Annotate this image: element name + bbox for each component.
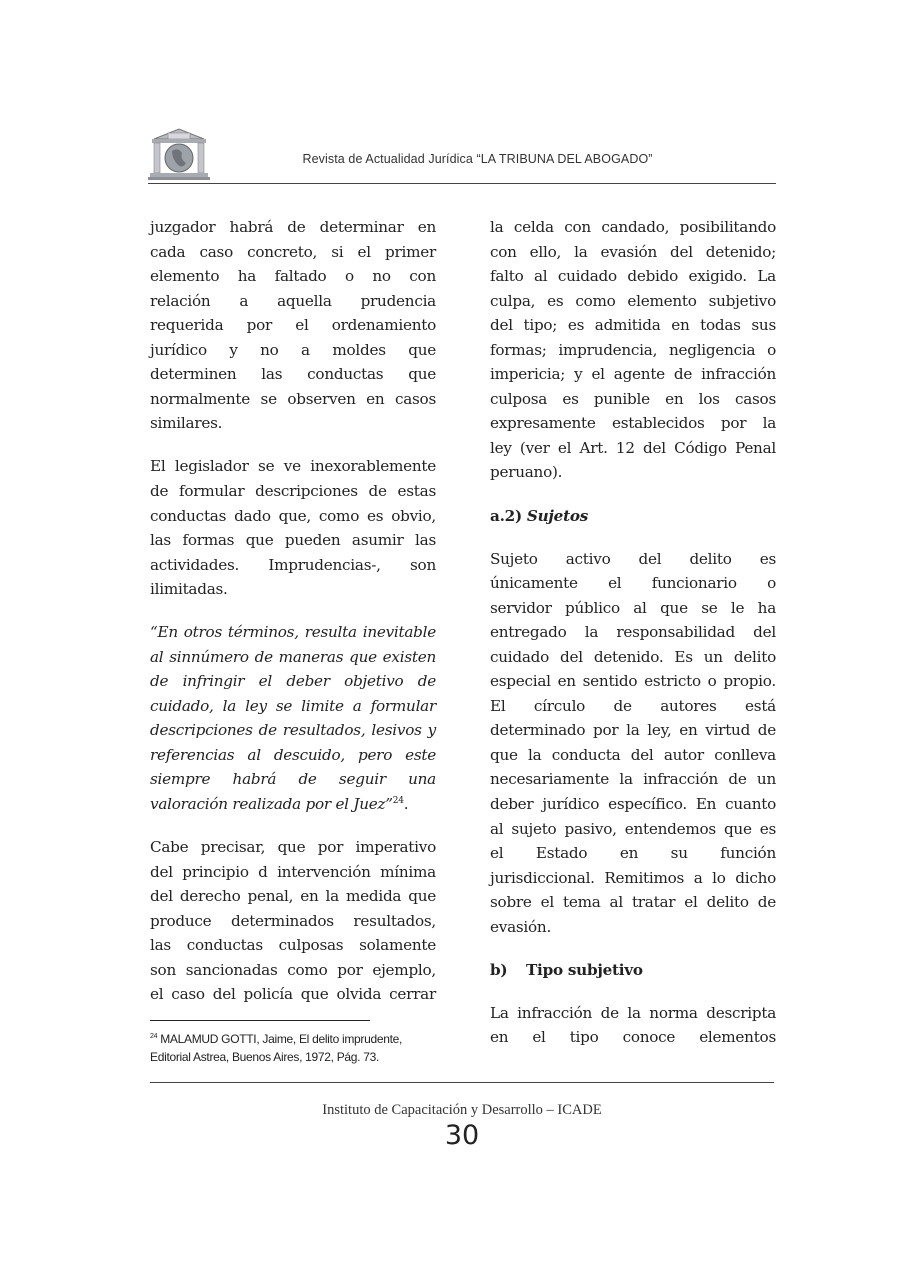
text-line: en el tipo conoce elementos (490, 1028, 776, 1047)
text-line: entregado la responsabilidad del (490, 623, 776, 642)
text-line: deber jurídico específico. En cuanto (490, 795, 776, 814)
text-line: la celda con candado, posibilitando (490, 218, 776, 236)
text-line: evasión. (490, 917, 552, 936)
heading-text: Tipo subjetivo (526, 960, 643, 979)
footnote-text: MALAMUD GOTTI, Jaime, El delito imprudente, Editorial Astrea, Buenos Aires, 1972, Pág. 73. (150, 1032, 403, 1064)
paragraph (150, 835, 436, 1007)
text-line: normalmente se observen en casos (150, 389, 436, 408)
text-line: culposa es punible en los casos (490, 389, 776, 408)
text-line: sobre el tema al tratar el delito de (490, 893, 776, 912)
text-line: las formas que pueden asumir las (150, 531, 436, 550)
text-line: cada caso concreto, si el primer (150, 242, 436, 261)
text-line: referencias al descuido, pero este (150, 745, 436, 764)
text-line: siempre habrá de seguir una (150, 770, 436, 789)
page-number: 30 (444, 1120, 480, 1151)
text-line: determinado por la ley, en virtud de (490, 721, 776, 740)
footer-institution: Instituto de Capacitación y Desarrollo – ICADE (322, 1102, 602, 1118)
text-line: expresamente establecidos por la (490, 414, 776, 433)
text-line: especial en sentido estricto o propio. (490, 672, 776, 691)
text-line: Cabe precisar, que por imperativo (150, 838, 436, 857)
footer-divider (150, 1082, 774, 1083)
text-line: jurisdiccional. Remitimos a lo dicho (490, 868, 776, 887)
paragraph (490, 547, 776, 940)
footnote-number: 24 (150, 1033, 158, 1040)
text-line: son sancionadas como por ejemplo, (150, 960, 436, 979)
text-line: de infringir el deber objetivo de (150, 672, 436, 691)
text-line: Sujeto activo del delito es (490, 549, 776, 568)
text-line: del principio d intervención mínima (150, 862, 436, 881)
text-line: con ello, la evasión del detenido; (490, 242, 776, 261)
footnote-divider (150, 1020, 370, 1021)
text-line: formas; imprudencia, negligencia o (490, 340, 776, 359)
heading-text: Sujetos (526, 506, 589, 525)
text-line: produce determinados resultados, (150, 911, 436, 930)
text-line: del derecho penal, en la medida que (150, 887, 436, 906)
text-line: que la conducta del autor conlleva (490, 745, 776, 764)
text-line: cuidado, la ley se limite a formular (150, 696, 436, 715)
journal-title: Revista de Actualidad Jurídica “LA TRIBUNA DEL ABOGADO” (302, 152, 653, 166)
text-line: elemento ha faltado o no con (150, 267, 436, 286)
text-line: el Estado en su función (490, 844, 776, 863)
text-line: el caso del policía que olvida cerrar (150, 985, 436, 1004)
text-line: requerida por el ordenamiento (150, 316, 436, 335)
section-heading (490, 958, 776, 983)
text-line: al sinnúmero de maneras que existen (150, 647, 436, 666)
text-line: jurídico y no a moldes que (150, 340, 436, 359)
heading-line (490, 958, 776, 983)
right-column (490, 215, 776, 1068)
paragraph (490, 1001, 776, 1050)
text-line: las conductas culposas solamente (150, 936, 436, 955)
text-line: La infracción de la norma descripta (490, 1003, 776, 1022)
text-line: ilimitadas. (150, 580, 228, 599)
text-line: determinen las conductas que (150, 365, 436, 384)
text-line: ley (ver el Art. 12 del Código Penal (490, 438, 776, 457)
text-line: necesariamente la infracción de un (490, 770, 776, 789)
text-line: del tipo; es admitida en todas sus (490, 316, 776, 335)
text-line: al sujeto pasivo, entendemos que es (490, 819, 776, 838)
text-line: juzgador habrá de determinar en (150, 218, 436, 236)
paragraph (150, 215, 436, 436)
text-line: “En otros términos, resulta inevitable (150, 623, 436, 642)
text-line: El legislador se ve inexorablemente (150, 457, 436, 476)
text-line: descripciones de resultados, lesivos y (150, 721, 436, 740)
footnote (150, 1030, 440, 1066)
text-line: actividades. Imprudencias-, son (150, 555, 436, 574)
heading-line (490, 504, 776, 529)
heading-number: b) (490, 960, 508, 979)
text-line: servidor público al que se le ha (490, 598, 776, 617)
footnote-reference: 24 (392, 795, 404, 806)
text-line: falto al cuidado debido exigido. La (490, 267, 776, 286)
text-line: impericia; y el agente de infracción (490, 365, 776, 384)
text-line: únicamente el funcionario o (490, 574, 776, 593)
section-heading (490, 504, 776, 529)
text-line: relación a aquella prudencia (150, 291, 436, 310)
text-line: de formular descripciones de estas (150, 481, 436, 500)
paragraph (150, 454, 436, 601)
text-line: valoración realizada por el Juez”$^{24}$. (150, 795, 409, 814)
heading-number: a.2) (490, 506, 527, 525)
icade-logo (148, 127, 210, 181)
paragraph (150, 620, 436, 816)
paragraph (490, 215, 776, 485)
text-line: conductas dado que, como es obvio, (150, 506, 436, 525)
text-line: similares. (150, 414, 223, 433)
header-divider (148, 183, 776, 184)
punctuation: . (403, 795, 409, 814)
text-line: El círculo de autores está (490, 696, 776, 715)
text-line: cuidado del detenido. Es un delito (490, 647, 776, 666)
text-line: culpa, es como elemento subjetivo (490, 291, 776, 310)
left-column (150, 215, 436, 1025)
text-line: peruano). (490, 463, 563, 482)
